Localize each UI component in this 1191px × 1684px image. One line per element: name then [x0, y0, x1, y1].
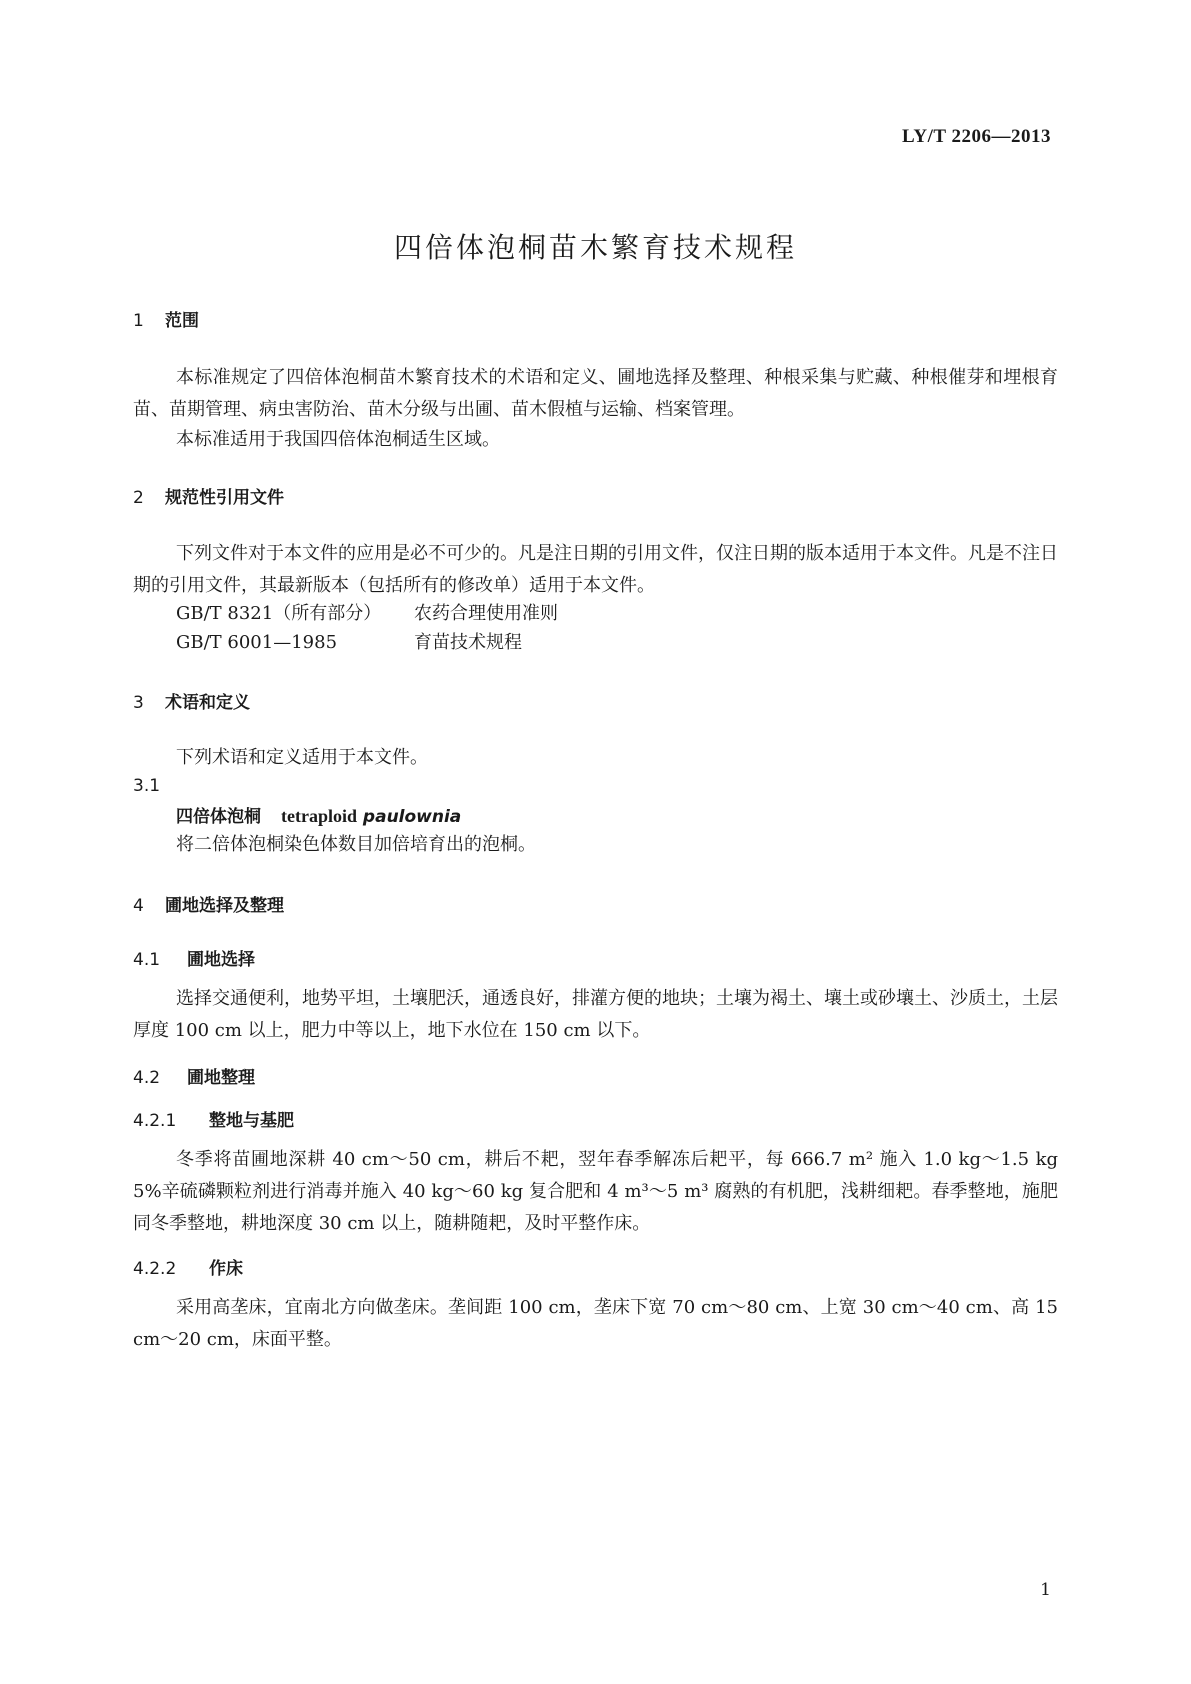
section-title: 范围: [165, 311, 199, 331]
subsection-number: 4.2.2: [133, 1259, 177, 1279]
section-number: 1: [133, 311, 144, 331]
section-4-heading: [133, 891, 284, 916]
reference-code: GB/T 6001—1985: [176, 632, 338, 653]
section-number: 4: [133, 896, 144, 916]
section-title: 规范性引用文件: [165, 488, 284, 508]
normative-reference-2: [133, 627, 522, 659]
section-1-heading: [133, 306, 199, 331]
page-number: 1: [1040, 1580, 1051, 1600]
section-3-heading: [133, 688, 250, 713]
term-definition: 将二倍体泡桐染色体数目加倍培育出的泡桐。: [176, 834, 536, 855]
subsection-4-2-1-heading: [133, 1106, 294, 1131]
section-number: 2: [133, 488, 144, 508]
subsection-number: 4.2: [133, 1068, 161, 1088]
term-english: tetraploid: [281, 806, 357, 826]
standard-code: LY/T 2206—2013: [901, 126, 1051, 147]
subsection-4-1-paragraph: 选择交通便利，地势平坦，土壤肥沃，通透良好，排灌方便的地块；土壤为褐土、壤土或砂壤土、沙质土，土层厚度 100 cm 以上，肥力中等以上，地下水位在 150 cm 以下。: [133, 988, 1058, 1041]
term-chinese: 四倍体泡桐: [176, 807, 261, 827]
document-title: 四倍体泡桐苗木繁育技术规程: [393, 231, 797, 264]
section-3-paragraph-1: 下列术语和定义适用于本文件。: [176, 747, 428, 768]
section-1-paragraph-2: 本标准适用于我国四倍体泡桐适生区域。: [176, 429, 500, 450]
term-heading: [133, 802, 461, 827]
section-number: 3: [133, 693, 144, 713]
subsection-4-1-heading: [133, 945, 255, 970]
subsection-title: 作床: [209, 1259, 243, 1279]
section-1-paragraph-1: 本标准规定了四倍体泡桐苗木繁育技术的术语和定义、圃地选择及整理、种根采集与贮藏、种根催芽和埋根育苗、苗期管理、病虫害防治、苗木分级与出圃、苗木假植与运输、档案管理。: [133, 367, 1058, 420]
section-title: 术语和定义: [165, 693, 250, 713]
section-2-paragraph-1: 下列文件对于本文件的应用是必不可少的。凡是注日期的引用文件，仅注日期的版本适用于本文件。凡是不注日期的引用文件，其最新版本（包括所有的修改单）适用于本文件。: [133, 543, 1058, 596]
reference-code: GB/T 8321（所有部分）: [176, 603, 382, 624]
section-title: 圃地选择及整理: [165, 896, 284, 916]
reference-name: 农药合理使用准则: [414, 603, 558, 624]
normative-reference-1: [133, 598, 558, 630]
section-2-heading: [133, 483, 284, 508]
subsection-number: 4.2.1: [133, 1111, 177, 1131]
subsection-4-2-1-paragraph: 冬季将苗圃地深耕 40 cm～50 cm，耕后不耙，翌年春季解冻后耙平，每 666.7 m² 施入 1.0 kg～1.5 kg 5%辛硫磷颗粒剂进行消毒并施入 40 kg～60 kg 复合肥和 4 m³～5 m³ 腐熟的有机肥，浅耕细耙。春季整地，施肥同冬季整地，耕地深度 30 cm 以上，随耕随耙，及时平整作床。: [133, 1149, 1058, 1234]
subsection-4-2-heading: [133, 1063, 255, 1088]
subsection-title: 圃地选择: [187, 950, 255, 970]
subsection-4-2-2-heading: [133, 1254, 243, 1279]
term-english-italic: paulownia: [362, 807, 462, 827]
subsection-4-2-2-paragraph: 采用高垄床，宜南北方向做垄床。垄间距 100 cm，垄床下宽 70 cm～80 cm、上宽 30 cm～40 cm、高 15 cm～20 cm，床面平整。: [133, 1297, 1058, 1350]
reference-name: 育苗技术规程: [414, 632, 522, 653]
subsection-title: 圃地整理: [187, 1068, 255, 1088]
term-number: 3.1: [133, 776, 161, 796]
subsection-title: 整地与基肥: [209, 1111, 294, 1131]
subsection-number: 4.1: [133, 950, 161, 970]
